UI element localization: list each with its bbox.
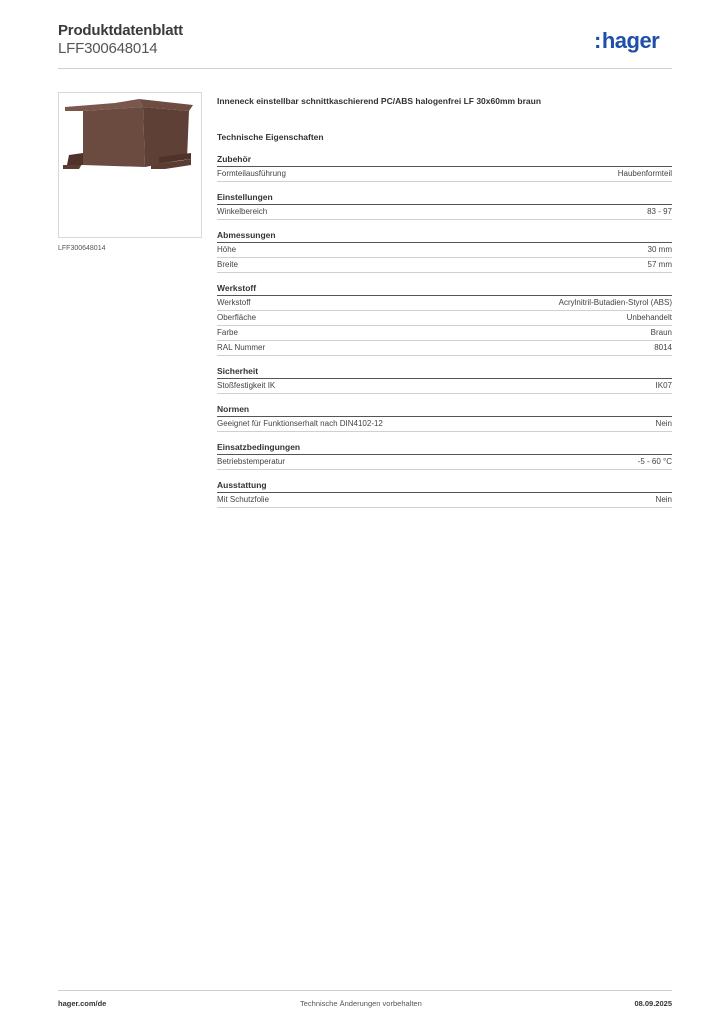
- product-content: [217, 96, 672, 508]
- property-value: Acrylnitril-Butadien-Styrol (ABS): [558, 298, 672, 307]
- footer-divider: [58, 990, 672, 991]
- property-label: Stoßfestigkeit IK: [217, 381, 276, 390]
- property-label: Betriebstemperatur: [217, 457, 286, 466]
- property-row: [217, 167, 672, 182]
- property-row: [217, 341, 672, 356]
- property-row: [217, 243, 672, 258]
- property-label: Farbe: [217, 328, 238, 337]
- property-label: Breite: [217, 260, 238, 269]
- property-label: Höhe: [217, 245, 237, 254]
- property-value: Unbehandelt: [626, 313, 672, 322]
- property-label: Geeignet für Funktionserhalt nach DIN4102-12: [217, 419, 383, 428]
- property-value: 83 - 97: [647, 207, 672, 216]
- property-sections: [217, 154, 672, 508]
- property-row: [217, 493, 672, 508]
- article-number: LFF300648014: [58, 40, 158, 57]
- product-description: Inneneck einstellbar schnittkaschierend PC/ABS halogenfrei LF 30x60mm braun: [217, 96, 542, 106]
- section-title: Abmessungen: [217, 230, 672, 243]
- tech-properties-heading: Technische Eigenschaften: [217, 132, 324, 142]
- property-value: Braun: [650, 328, 672, 337]
- section-title: Werkstoff: [217, 283, 672, 296]
- property-value: 30 mm: [647, 245, 672, 254]
- property-row: [217, 296, 672, 311]
- property-row: [217, 417, 672, 432]
- property-value: Nein: [655, 419, 672, 428]
- property-row: [217, 258, 672, 273]
- footer-notice: Technische Änderungen vorbehalten: [300, 999, 422, 1008]
- property-row: [217, 379, 672, 394]
- section-title: Normen: [217, 404, 672, 417]
- property-row: [217, 311, 672, 326]
- property-value: IK07: [655, 381, 672, 390]
- property-value: Haubenformteil: [617, 169, 672, 178]
- footer-date: 08.09.2025: [634, 999, 672, 1008]
- document-header: [58, 22, 183, 57]
- property-row: [217, 326, 672, 341]
- section-title: Einstellungen: [217, 192, 672, 205]
- property-value: 8014: [654, 343, 672, 352]
- property-value: 57 mm: [647, 260, 672, 269]
- property-value: -5 - 60 °C: [637, 457, 672, 466]
- property-label: RAL Nummer: [217, 343, 266, 352]
- property-label: Winkelbereich: [217, 207, 268, 216]
- property-label: Werkstoff: [217, 298, 251, 307]
- section-title: Zubehör: [217, 154, 672, 167]
- section-title: Ausstattung: [217, 480, 672, 493]
- property-label: Mit Schutzfolie: [217, 495, 270, 504]
- property-value: Nein: [655, 495, 672, 504]
- section-title: Einsatzbedingungen: [217, 442, 672, 455]
- property-label: Oberfläche: [217, 313, 257, 322]
- document-title: Produktdatenblatt: [58, 22, 183, 39]
- property-row: [217, 455, 672, 470]
- header-divider: [58, 68, 672, 69]
- section-title: Sicherheit: [217, 366, 672, 379]
- property-row: [217, 205, 672, 220]
- property-label: Formteilausführung: [217, 169, 286, 178]
- inner-corner-product-image: [58, 92, 202, 238]
- footer-website: hager.com/de: [58, 999, 107, 1008]
- hager-logo: :hager: [594, 28, 660, 53]
- image-caption: LFF300648014: [58, 245, 106, 252]
